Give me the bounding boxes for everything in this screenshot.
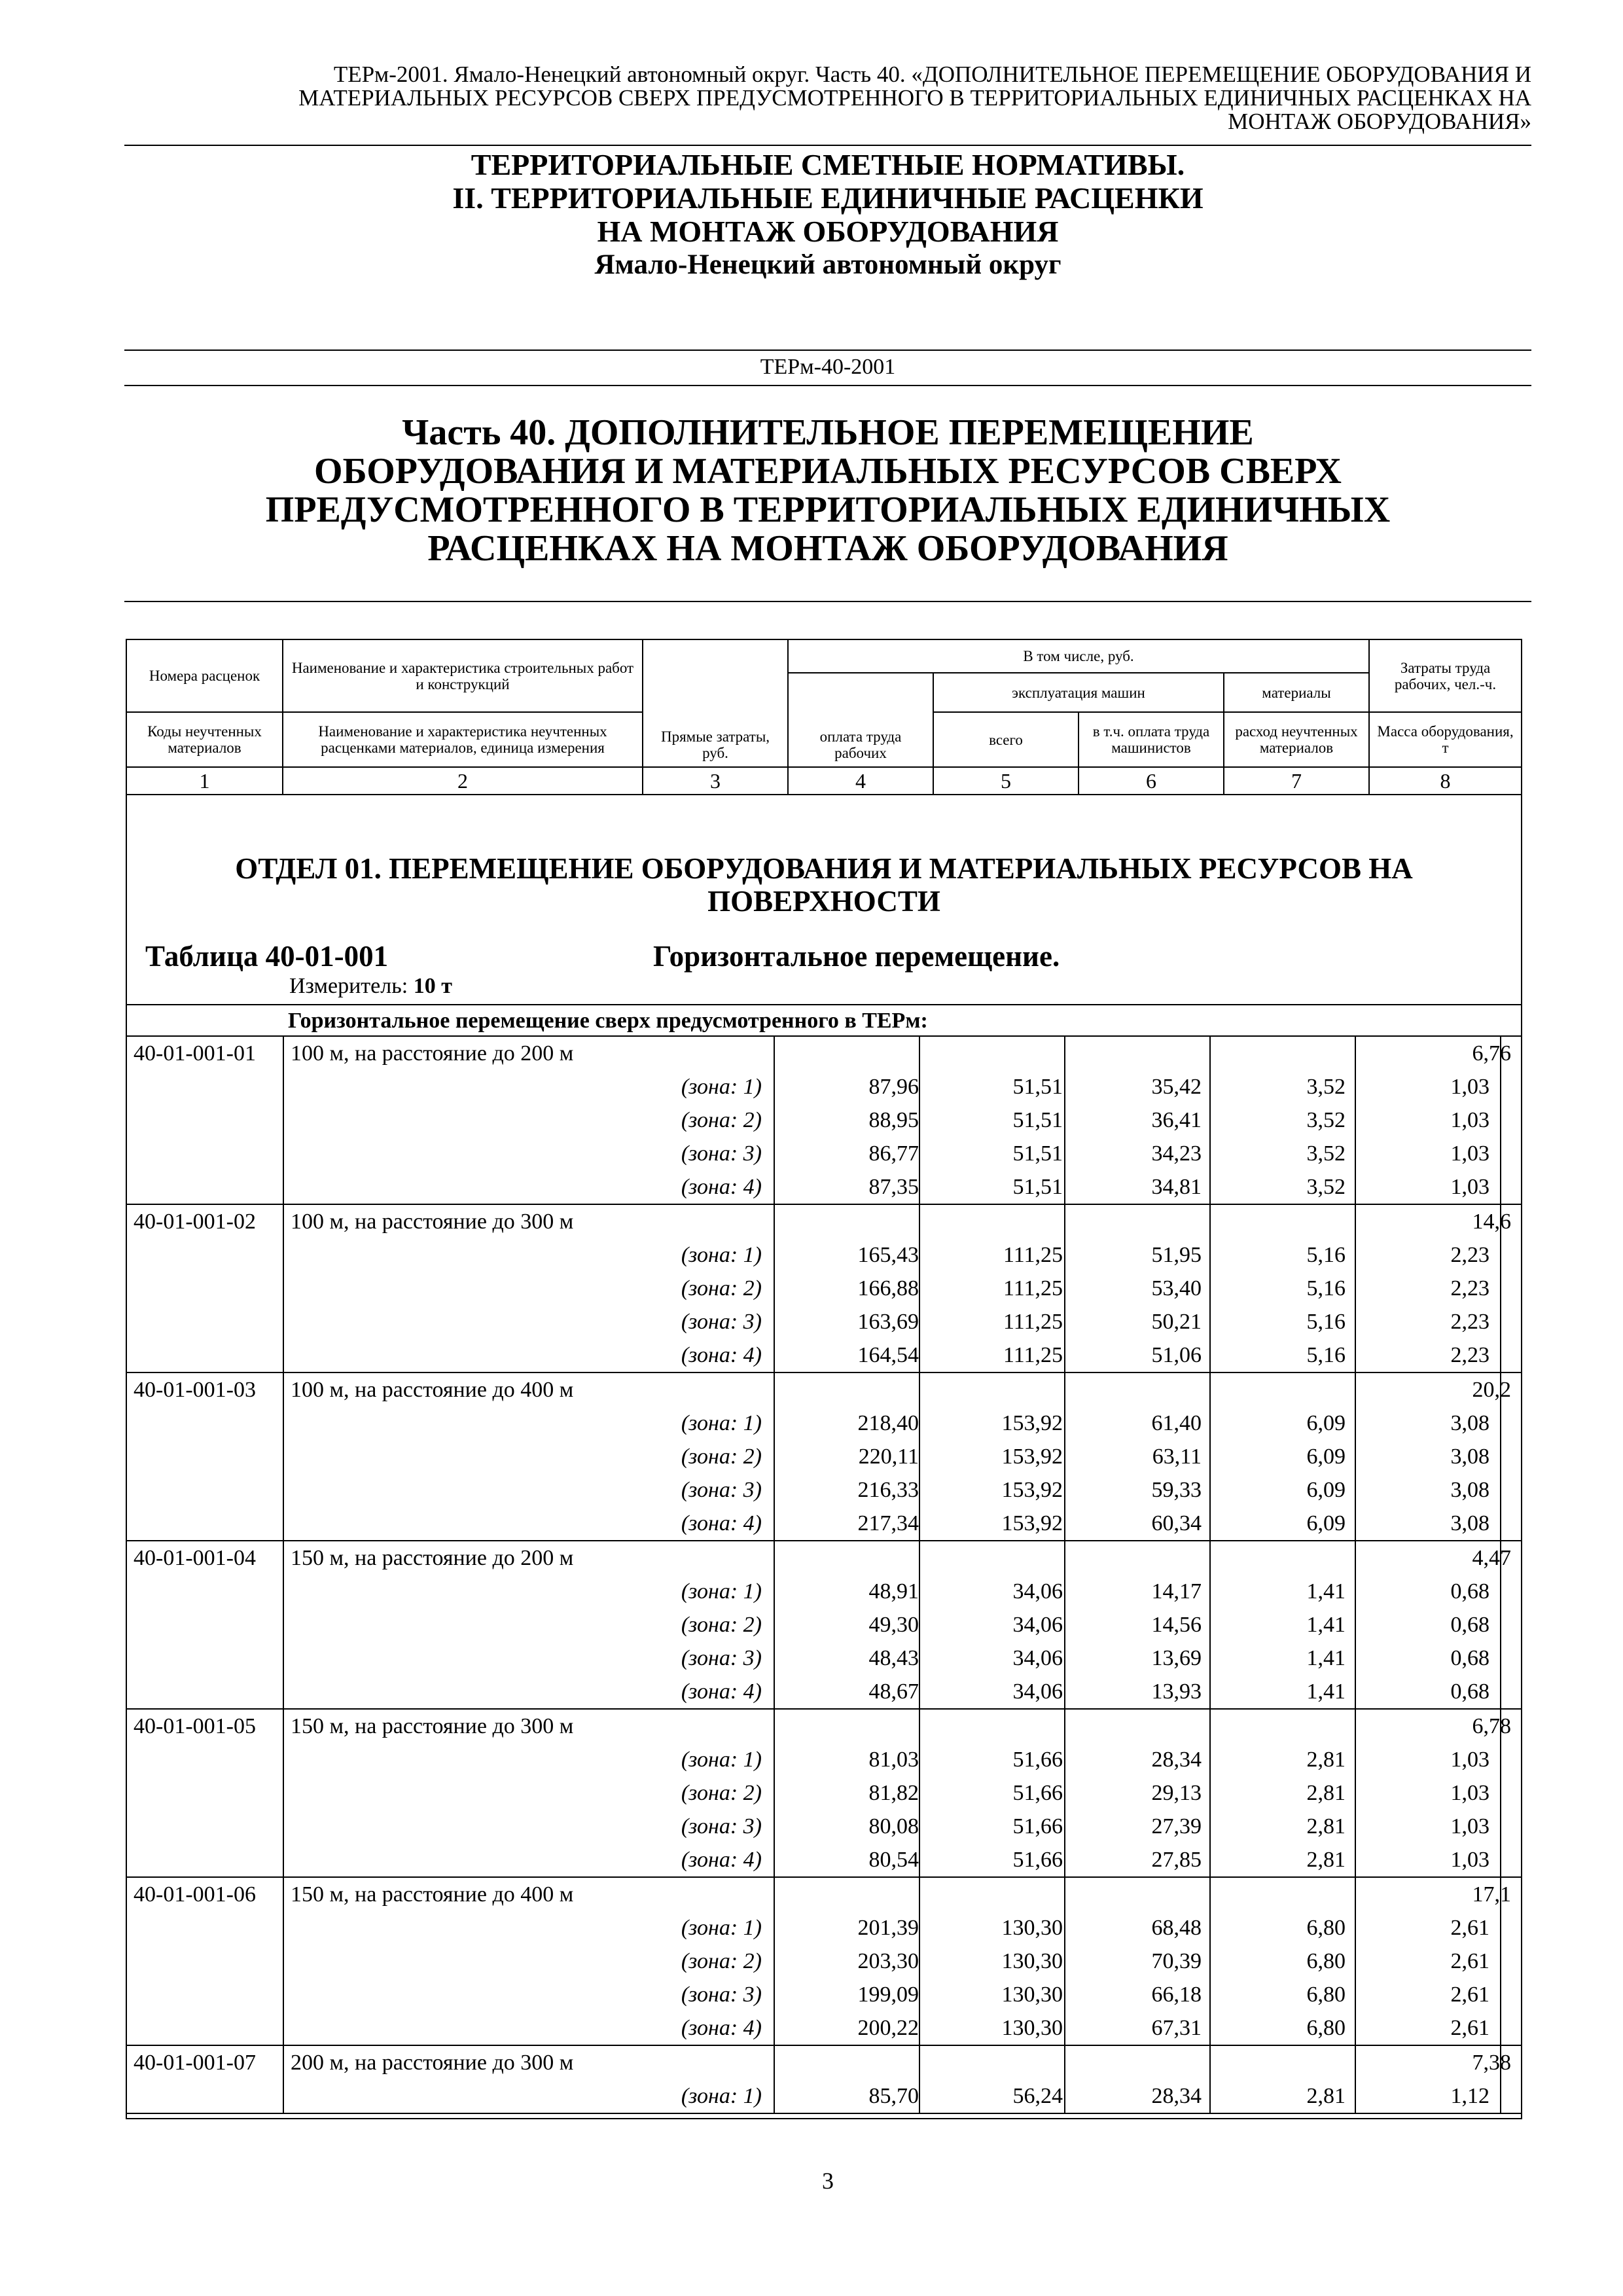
materials-cell: 0,68 <box>1450 1613 1489 1637</box>
direct-costs-cell: 166,88 <box>857 1276 919 1300</box>
machines-total-cell: 51,95 <box>1151 1243 1202 1267</box>
page-number: 3 <box>822 2168 834 2194</box>
materials-cell: 1,03 <box>1450 1748 1489 1772</box>
operator-pay-cell: 6,09 <box>1306 1411 1346 1435</box>
equipment-mass-cell: 20,2 <box>1472 1378 1511 1402</box>
materials-cell: 1,12 <box>1450 2084 1489 2108</box>
direct-costs-cell: 87,35 <box>868 1175 919 1199</box>
direct-costs-cell: 48,43 <box>868 1646 919 1670</box>
equipment-mass-cell: 7,38 <box>1472 2051 1511 2075</box>
zone-row <box>127 1641 1521 1675</box>
part-title-line: ОБОРУДОВАНИЯ И МАТЕРИАЛЬНЫХ РЕСУРСОВ СВЕРХ <box>314 451 1342 492</box>
rate-row <box>127 2046 1521 2079</box>
machines-total-cell: 27,85 <box>1151 1848 1202 1872</box>
operator-pay-cell: 6,80 <box>1306 1949 1346 1973</box>
header-materials: материалы <box>1224 673 1369 712</box>
equipment-mass-cell: 6,76 <box>1472 1041 1511 1066</box>
machines-total-cell: 35,42 <box>1151 1075 1202 1099</box>
zone-label: (зона: 2) <box>681 1108 762 1132</box>
region-name: Ямало-Ненецкий автономный округ <box>594 249 1061 280</box>
rate-rows <box>127 1037 1521 2114</box>
operator-pay-cell: 1,41 <box>1306 1613 1346 1637</box>
machines-total-cell: 53,40 <box>1151 1276 1202 1300</box>
materials-cell: 2,61 <box>1450 1949 1489 1973</box>
zone-label: (зона: 3) <box>681 1646 762 1670</box>
zone-row <box>127 1945 1521 1978</box>
measurement-label: Измеритель: <box>289 974 408 998</box>
section-title <box>127 852 1521 918</box>
document-title <box>124 148 1531 281</box>
zone-label: (зона: 3) <box>681 1310 762 1334</box>
worker-pay-cell: 130,30 <box>1001 1916 1063 1940</box>
operator-pay-cell: 2,81 <box>1306 1848 1346 1872</box>
worker-pay-cell: 111,25 <box>1003 1243 1063 1267</box>
column-number: 5 <box>933 767 1079 795</box>
machines-total-cell: 14,17 <box>1151 1579 1202 1604</box>
machines-total-cell: 70,39 <box>1151 1949 1202 1973</box>
running-header <box>124 63 1531 134</box>
equipment-mass-cell: 14,6 <box>1472 1210 1511 1234</box>
machines-total-cell: 14,56 <box>1151 1613 1202 1637</box>
machines-total-cell: 61,40 <box>1151 1411 1202 1435</box>
zone-row <box>127 1978 1521 2011</box>
zone-row <box>127 1911 1521 1945</box>
direct-costs-cell: 49,30 <box>868 1613 919 1637</box>
materials-cell: 2,61 <box>1450 2016 1489 2040</box>
zone-row <box>127 1070 1521 1103</box>
zone-label: (зона: 1) <box>681 1075 762 1099</box>
zone-row <box>127 1272 1521 1305</box>
direct-costs-cell: 85,70 <box>868 2084 919 2108</box>
machines-total-cell: 34,81 <box>1151 1175 1202 1199</box>
machines-total-cell: 51,06 <box>1151 1343 1202 1367</box>
direct-costs-cell: 81,82 <box>868 1781 919 1805</box>
zone-row <box>127 2011 1521 2046</box>
rate-code: 40-01-001-07 <box>134 2051 256 2075</box>
rate-description: 100 м, на расстояние до 300 м <box>291 1210 574 1234</box>
machines-total-cell: 28,34 <box>1151 2084 1202 2108</box>
operator-pay-cell: 6,80 <box>1306 1916 1346 1940</box>
zone-row <box>127 1743 1521 1776</box>
operator-pay-cell: 5,16 <box>1306 1343 1346 1367</box>
column-number: 8 <box>1369 767 1521 795</box>
materials-cell: 0,68 <box>1450 1679 1489 1704</box>
materials-cell: 3,08 <box>1450 1411 1489 1435</box>
materials-cell: 2,23 <box>1450 1276 1489 1300</box>
direct-costs-cell: 80,54 <box>868 1848 919 1872</box>
worker-pay-cell: 34,06 <box>1012 1646 1063 1670</box>
zone-row <box>127 1507 1521 1541</box>
worker-pay-cell: 34,06 <box>1012 1613 1063 1637</box>
direct-costs-cell: 203,30 <box>857 1949 919 1973</box>
machines-total-cell: 29,13 <box>1151 1781 1202 1805</box>
machines-total-cell: 63,11 <box>1152 1444 1202 1469</box>
operator-pay-cell: 6,80 <box>1306 2016 1346 2040</box>
operator-pay-cell: 5,16 <box>1306 1243 1346 1267</box>
rate-row <box>127 1541 1521 1575</box>
rate-description: 150 м, на расстояние до 200 м <box>291 1546 574 1570</box>
zone-row <box>127 2079 1521 2114</box>
rate-row <box>127 1373 1521 1407</box>
header-including: В том числе, руб. <box>788 640 1369 673</box>
operator-pay-cell: 5,16 <box>1306 1310 1346 1334</box>
direct-costs-cell: 48,91 <box>868 1579 919 1604</box>
operator-pay-cell: 2,81 <box>1306 1781 1346 1805</box>
worker-pay-cell: 34,06 <box>1012 1579 1063 1604</box>
operator-pay-cell: 2,81 <box>1306 1748 1346 1772</box>
running-header-line: МАТЕРИАЛЬНЫХ РЕСУРСОВ СВЕРХ ПРЕДУСМОТРЕННОГО В ТЕРРИТОРИАЛЬНЫХ ЕДИНИЧНЫХ РАСЦЕНКАХ НА <box>298 85 1531 111</box>
direct-costs-cell: 87,96 <box>868 1075 919 1099</box>
rate-code: 40-01-001-06 <box>134 1882 256 1907</box>
operator-pay-cell: 2,81 <box>1306 2084 1346 2108</box>
equipment-mass-cell: 4,47 <box>1472 1546 1511 1570</box>
materials-cell: 1,03 <box>1450 1814 1489 1839</box>
rate-code: 40-01-001-02 <box>134 1210 256 1234</box>
column-number: 3 <box>643 767 788 795</box>
header-rule <box>124 145 1531 146</box>
machines-total-cell: 34,23 <box>1151 1141 1202 1166</box>
worker-pay-cell: 51,66 <box>1012 1748 1063 1772</box>
worker-pay-cell: 153,92 <box>1001 1411 1063 1435</box>
measurement-value: 10 т <box>413 974 452 998</box>
worker-pay-cell: 51,51 <box>1012 1141 1063 1166</box>
worker-pay-cell: 56,24 <box>1012 2084 1063 2108</box>
zone-label: (зона: 3) <box>681 1814 762 1839</box>
equipment-mass-cell: 17,1 <box>1472 1882 1511 1907</box>
materials-cell: 3,08 <box>1450 1444 1489 1469</box>
zone-label: (зона: 2) <box>681 1276 762 1300</box>
direct-costs-cell: 86,77 <box>868 1141 919 1166</box>
machines-total-cell: 59,33 <box>1151 1478 1202 1502</box>
materials-cell: 2,61 <box>1450 1982 1489 2007</box>
worker-pay-cell: 153,92 <box>1001 1511 1063 1535</box>
operator-pay-cell: 1,41 <box>1306 1579 1346 1604</box>
materials-cell: 3,08 <box>1450 1511 1489 1535</box>
equipment-mass-cell: 6,78 <box>1472 1714 1511 1738</box>
rate-row <box>127 1878 1521 1911</box>
materials-cell: 1,03 <box>1450 1848 1489 1872</box>
header-rate-numbers: Номера расценок <box>127 640 283 712</box>
zone-row <box>127 1843 1521 1878</box>
column-number: 6 <box>1079 767 1224 795</box>
rates-grid <box>127 1004 1521 2114</box>
direct-costs-cell: 217,34 <box>857 1511 919 1535</box>
materials-cell: 0,68 <box>1450 1646 1489 1670</box>
materials-cell: 1,03 <box>1450 1781 1489 1805</box>
header-equipment-mass: Масса оборудования, т <box>1369 712 1521 767</box>
part-title-rule <box>124 601 1531 602</box>
zone-label: (зона: 2) <box>681 1613 762 1637</box>
column-number: 4 <box>788 767 933 795</box>
header-labor-costs: Затраты труда рабочих, чел.-ч. <box>1369 640 1521 712</box>
zone-label: (зона: 3) <box>681 1478 762 1502</box>
worker-pay-cell: 111,25 <box>1003 1276 1063 1300</box>
header-machine-operation: эксплуатация машин <box>933 673 1224 712</box>
direct-costs-cell: 200,22 <box>857 2016 919 2040</box>
direct-costs-cell: 165,43 <box>857 1243 919 1267</box>
rate-code: 40-01-001-01 <box>134 1041 256 1066</box>
zone-label: (зона: 4) <box>681 1343 762 1367</box>
materials-cell: 2,23 <box>1450 1243 1489 1267</box>
worker-pay-cell: 51,51 <box>1012 1108 1063 1132</box>
zone-label: (зона: 4) <box>681 1511 762 1535</box>
machines-total-cell: 13,69 <box>1151 1646 1202 1670</box>
zone-row <box>127 1238 1521 1272</box>
zone-row <box>127 1170 1521 1205</box>
machines-total-cell: 50,21 <box>1151 1310 1202 1334</box>
zone-row <box>127 1103 1521 1137</box>
document-title-line: ТЕРРИТОРИАЛЬНЫЕ СМЕТНЫЕ НОРМАТИВЫ. <box>471 148 1185 181</box>
operator-pay-cell: 2,81 <box>1306 1814 1346 1839</box>
direct-costs-cell: 218,40 <box>857 1411 919 1435</box>
operator-pay-cell: 3,52 <box>1306 1141 1346 1166</box>
running-header-line: ТЕРм-2001. Ямало-Ненецкий автономный округ. Часть 40. «ДОПОЛНИТЕЛЬНОЕ ПЕРЕМЕЩЕНИЕ ОБОРУДОВАНИЯ И <box>333 62 1531 87</box>
zone-row <box>127 1407 1521 1440</box>
table-header <box>127 640 1521 795</box>
zone-label: (зона: 3) <box>681 1982 762 2007</box>
materials-cell: 1,03 <box>1450 1075 1489 1099</box>
direct-costs-cell: 163,69 <box>857 1310 919 1334</box>
worker-pay-cell: 51,66 <box>1012 1814 1063 1839</box>
worker-pay-cell: 130,30 <box>1001 1949 1063 1973</box>
section-title-line: ПОВЕРХНОСТИ <box>707 885 940 918</box>
header-operator-pay: в т.ч. оплата труда машинистов <box>1079 712 1224 767</box>
zone-label: (зона: 3) <box>681 1141 762 1166</box>
zone-label: (зона: 4) <box>681 2016 762 2040</box>
column-number: 2 <box>283 767 643 795</box>
direct-costs-cell: 48,67 <box>868 1679 919 1704</box>
worker-pay-cell: 51,66 <box>1012 1848 1063 1872</box>
rate-description: 100 м, на расстояние до 400 м <box>291 1378 574 1402</box>
worker-pay-cell: 51,66 <box>1012 1781 1063 1805</box>
operator-pay-cell: 1,41 <box>1306 1646 1346 1670</box>
zone-label: (зона: 1) <box>681 1411 762 1435</box>
zone-row <box>127 1338 1521 1373</box>
direct-costs-cell: 88,95 <box>868 1108 919 1132</box>
header-work-name: Наименование и характеристика строительных работ и конструкций <box>283 640 643 712</box>
header-material-names: Наименование и характеристика неучтенных расценками материалов, единица измерения <box>283 712 643 767</box>
zone-row <box>127 1305 1521 1338</box>
zone-label: (зона: 4) <box>681 1175 762 1199</box>
operator-pay-cell: 6,80 <box>1306 1982 1346 2007</box>
worker-pay-cell: 34,06 <box>1012 1679 1063 1704</box>
zone-row <box>127 1440 1521 1473</box>
materials-cell: 2,61 <box>1450 1916 1489 1940</box>
materials-cell: 1,03 <box>1450 1175 1489 1199</box>
machines-total-cell: 67,31 <box>1151 2016 1202 2040</box>
materials-cell: 1,03 <box>1450 1141 1489 1166</box>
worker-pay-cell: 130,30 <box>1001 1982 1063 2007</box>
operator-pay-cell: 3,52 <box>1306 1175 1346 1199</box>
zone-label: (зона: 2) <box>681 1781 762 1805</box>
direct-costs-cell: 201,39 <box>857 1916 919 1940</box>
document-title-line: II. ТЕРРИТОРИАЛЬНЫЕ ЕДИНИЧНЫЕ РАСЦЕНКИ <box>452 181 1204 215</box>
header-material-codes: Коды неучтенных материалов <box>127 712 283 767</box>
materials-cell: 2,23 <box>1450 1343 1489 1367</box>
direct-costs-cell: 80,08 <box>868 1814 919 1839</box>
rate-code: 40-01-001-04 <box>134 1546 256 1570</box>
direct-costs-cell: 81,03 <box>868 1748 919 1772</box>
part-title-line: ПРЕДУСМОТРЕННОГО В ТЕРРИТОРИАЛЬНЫХ ЕДИНИЧНЫХ <box>265 490 1391 530</box>
part-title <box>124 414 1531 568</box>
header-machines-total: всего <box>933 712 1079 767</box>
rate-description: 150 м, на расстояние до 400 м <box>291 1882 574 1907</box>
zone-row <box>127 1575 1521 1608</box>
operator-pay-cell: 1,41 <box>1306 1679 1346 1704</box>
operator-pay-cell: 5,16 <box>1306 1276 1346 1300</box>
zone-row <box>127 1675 1521 1710</box>
direct-costs-cell: 220,11 <box>858 1444 919 1469</box>
rate-row <box>127 1710 1521 1743</box>
worker-pay-cell: 51,51 <box>1012 1175 1063 1199</box>
rate-description: 200 м, на расстояние до 300 м <box>291 2051 574 2075</box>
operator-pay-cell: 3,52 <box>1306 1075 1346 1099</box>
rate-code: 40-01-001-05 <box>134 1714 256 1738</box>
rates-table <box>126 639 1522 2119</box>
zone-row <box>127 1473 1521 1507</box>
zone-label: (зона: 1) <box>681 2084 762 2108</box>
zone-row <box>127 1810 1521 1843</box>
worker-pay-cell: 153,92 <box>1001 1478 1063 1502</box>
rate-row <box>127 1037 1521 1070</box>
operator-pay-cell: 6,09 <box>1306 1444 1346 1469</box>
machines-total-cell: 28,34 <box>1151 1748 1202 1772</box>
machines-total-cell: 68,48 <box>1151 1916 1202 1940</box>
zone-label: (зона: 1) <box>681 1916 762 1940</box>
direct-costs-cell: 199,09 <box>857 1982 919 2007</box>
table-subheading: Горизонтальное перемещение сверх предусмотренного в ТЕРм: <box>127 1005 1521 1037</box>
running-header-line: МОНТАЖ ОБОРУДОВАНИЯ» <box>1228 109 1531 134</box>
zone-label: (зона: 4) <box>681 1848 762 1872</box>
machines-total-cell: 60,34 <box>1151 1511 1202 1535</box>
zone-label: (зона: 1) <box>681 1579 762 1604</box>
worker-pay-cell: 153,92 <box>1001 1444 1063 1469</box>
zone-row <box>127 1137 1521 1170</box>
code-rule-bottom <box>124 385 1531 386</box>
direct-costs-cell: 164,54 <box>857 1343 919 1367</box>
column-number: 7 <box>1224 767 1369 795</box>
header-direct-costs: Прямые затраты, руб. <box>643 640 788 767</box>
zone-label: (зона: 2) <box>681 1444 762 1469</box>
machines-total-cell: 66,18 <box>1151 1982 1202 2007</box>
zone-row <box>127 1776 1521 1810</box>
worker-pay-cell: 111,25 <box>1003 1310 1063 1334</box>
materials-cell: 1,03 <box>1450 1108 1489 1132</box>
zone-label: (зона: 1) <box>681 1243 762 1267</box>
rate-code: 40-01-001-03 <box>134 1378 256 1402</box>
operator-pay-cell: 6,09 <box>1306 1478 1346 1502</box>
table-name: Горизонтальное перемещение. <box>653 940 1060 973</box>
part-title-line: РАСЦЕНКАХ НА МОНТАЖ ОБОРУДОВАНИЯ <box>427 528 1228 569</box>
worker-pay-cell: 111,25 <box>1003 1343 1063 1367</box>
zone-label: (зона: 2) <box>681 1949 762 1973</box>
table-label: Таблица 40-01-001 <box>145 940 389 973</box>
operator-pay-cell: 6,09 <box>1306 1511 1346 1535</box>
section-title-line: ОТДЕЛ 01. ПЕРЕМЕЩЕНИЕ ОБОРУДОВАНИЯ И МАТЕРИАЛЬНЫХ РЕСУРСОВ НА <box>235 852 1413 885</box>
materials-cell: 2,23 <box>1450 1310 1489 1334</box>
measurement-unit <box>289 973 452 1000</box>
part-title-line: Часть 40. ДОПОЛНИТЕЛЬНОЕ ПЕРЕМЕЩЕНИЕ <box>402 412 1254 453</box>
zone-label: (зона: 1) <box>681 1748 762 1772</box>
rate-row <box>127 1205 1521 1238</box>
worker-pay-cell: 51,51 <box>1012 1075 1063 1099</box>
header-worker-pay: оплата труда рабочих <box>788 673 933 767</box>
operator-pay-cell: 3,52 <box>1306 1108 1346 1132</box>
machines-total-cell: 36,41 <box>1151 1108 1202 1132</box>
worker-pay-cell: 130,30 <box>1001 2016 1063 2040</box>
zone-row <box>127 1608 1521 1641</box>
machines-total-cell: 13,93 <box>1151 1679 1202 1704</box>
document-title-line: НА МОНТАЖ ОБОРУДОВАНИЯ <box>597 215 1059 248</box>
document-code: ТЕРм-40-2001 <box>760 355 896 379</box>
materials-cell: 0,68 <box>1450 1579 1489 1604</box>
rate-description: 150 м, на расстояние до 300 м <box>291 1714 574 1738</box>
rate-description: 100 м, на расстояние до 200 м <box>291 1041 574 1066</box>
materials-cell: 3,08 <box>1450 1478 1489 1502</box>
zone-label: (зона: 4) <box>681 1679 762 1704</box>
machines-total-cell: 27,39 <box>1151 1814 1202 1839</box>
header-unaccounted-materials: расход неучтенных материалов <box>1224 712 1369 767</box>
direct-costs-cell: 216,33 <box>857 1478 919 1502</box>
column-number: 1 <box>127 767 283 795</box>
